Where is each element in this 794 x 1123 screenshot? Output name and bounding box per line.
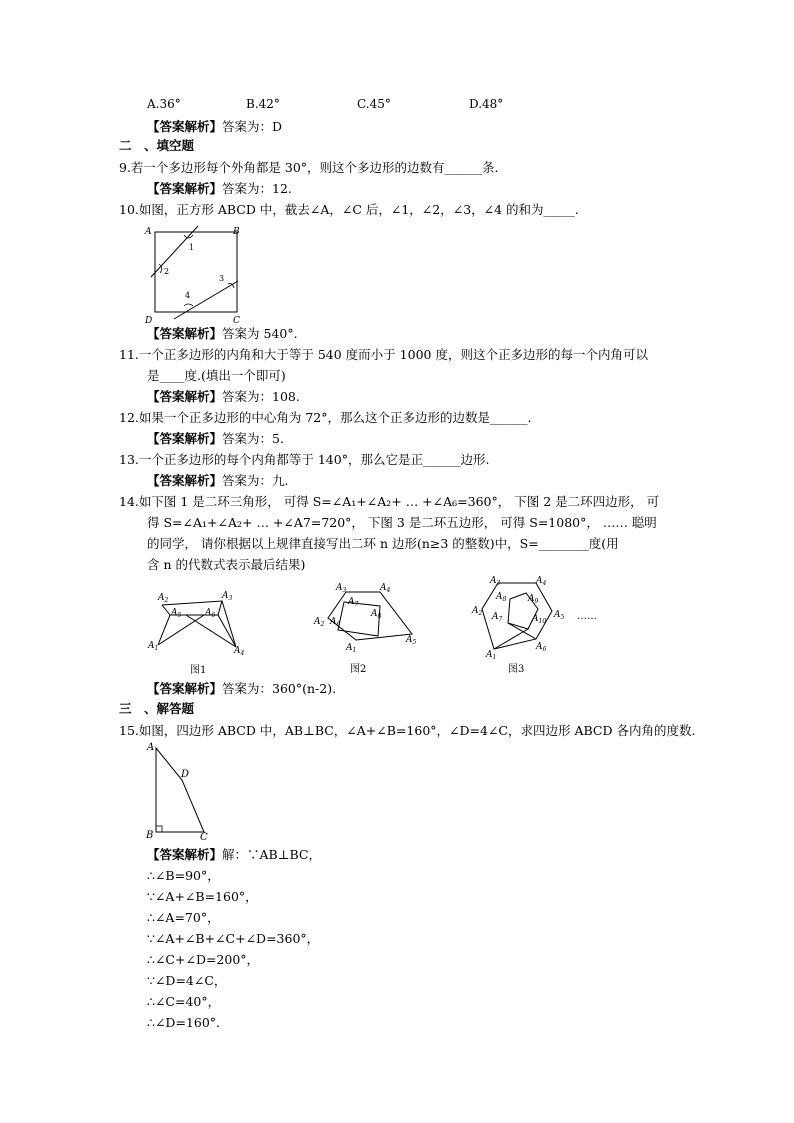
answer-tag: 【答案解析】	[147, 119, 223, 134]
fig1-label-a2: $A_2$	[158, 593, 169, 604]
fig2-caption: 图2	[350, 664, 367, 675]
angle-label-2: 2	[164, 267, 170, 276]
section-title-fill-blank: 二 、填空题	[119, 138, 195, 153]
q13-stem: 13.一个正多边形的每个内角都等于 140°，那么它是正______边形.	[119, 452, 490, 467]
vertex-label-c: C	[200, 832, 208, 843]
fig1-label-a1: $A_1$	[148, 641, 159, 652]
fig3-label-a2: $A_2$	[472, 606, 483, 617]
fig1-label-a6: $A_6$	[205, 608, 216, 619]
fig1-label-a3: $A_3$	[222, 591, 233, 602]
fig3-label-a1: $A_1$	[486, 650, 497, 661]
fig2-label-a8: $A_8$	[371, 609, 382, 620]
q15-step: ∴∠C=40°，	[147, 994, 221, 1009]
angle-label-1: 1	[189, 243, 195, 252]
angle-label-3: 3	[219, 274, 225, 283]
fig3-label-a10: $A_{10}$	[532, 614, 547, 625]
q14-stem-line4: 含 n 的代数式表示最后结果)	[147, 557, 306, 572]
fig3-caption: 图3	[508, 664, 525, 675]
q11-stem-line1: 11.一个正多边形的内角和大于等于 540 度而小于 1000 度，则这个正多边形的每一个内角可以	[119, 347, 648, 362]
fig1-edge	[158, 615, 204, 645]
q14-stem-line1: 14.如下图 1 是二环三角形， 可得 S=∠A₁+∠A₂+ … +∠A₆=360°， 下图 2 是二环四边形， 可	[119, 494, 660, 509]
q14-figure-2	[308, 578, 433, 680]
q14-figure-3	[470, 573, 630, 680]
fig2-label-a5: $A_5$	[406, 635, 417, 646]
q15-step: ∴∠D=160°.	[147, 1015, 221, 1030]
q13-answer	[147, 473, 289, 489]
angle-arc-4	[184, 304, 193, 306]
answer-text: 答案为：12.	[222, 181, 292, 196]
q8-option-c: C.45°	[357, 97, 391, 111]
q14-stem-line2: 得 S=∠A₁+∠A₂+ … +∠A7=720°， 下图 3 是二环五边形， 可得 S=1080°， …… 聪明	[147, 515, 657, 530]
fig1-edge	[162, 605, 170, 615]
vertex-label-a: A	[145, 227, 152, 237]
q12-answer	[147, 431, 284, 447]
fig3-label-a4: $A_4$	[536, 576, 547, 587]
q10-answer	[147, 326, 298, 342]
q9-answer	[147, 181, 292, 197]
q15-answer	[147, 847, 321, 863]
right-angle-mark	[156, 826, 162, 832]
angle-label-4: 4	[185, 291, 191, 300]
section-title-answer-questions: 三 、解答题	[119, 701, 195, 716]
fig3-edge	[508, 623, 536, 639]
fig1-label-a4: $A_4$	[234, 646, 245, 657]
fig2-label-a4: $A_4$	[380, 583, 391, 594]
q10-stem: 10.如图，正方形 ABCD 中，截去∠A，∠C 后，∠1，∠2，∠3，∠4 的和为_____.	[119, 202, 579, 217]
fig2-label-a2: $A_2$	[314, 617, 325, 628]
q12-stem: 12.如果一个正多边形的中心角为 72°，那么这个正多边形的边数是______.	[119, 410, 532, 425]
fig1-edge	[218, 601, 222, 615]
q15-step: ∵∠A+∠B+∠C+∠D=360°，	[147, 931, 320, 946]
answer-tag: 【答案解析】	[147, 847, 223, 862]
fig3-label-a8: $A_8$	[496, 592, 507, 603]
q15-step: ∵∠A+∠B=160°，	[147, 889, 258, 904]
vertex-label-d: D	[181, 769, 190, 780]
q15-step: ∴∠C+∠D=200°，	[147, 952, 260, 967]
fig2-label-a6: $A_6$	[330, 617, 341, 628]
q8-option-d: D.48°	[469, 97, 504, 111]
answer-tag: 【答案解析】	[147, 326, 223, 341]
fig3-label-a3: $A_3$	[490, 576, 501, 587]
answer-tag: 【答案解析】	[147, 473, 223, 488]
fig3-label-a6: $A_6$	[536, 642, 547, 653]
q15-step: ∴∠A=70°，	[147, 910, 220, 925]
answer-tag: 【答案解析】	[147, 431, 223, 446]
q14-answer	[147, 681, 336, 697]
q11-stem-line2: 是____度.(填出一个即可)	[147, 368, 286, 383]
answer-tag: 【答案解析】	[147, 389, 223, 404]
q15-stem: 15.如图，四边形 ABCD 中，AB⊥BC，∠A+∠B=160°，∠D=4∠C，求四边形 ABCD 各内角的度数.	[119, 723, 696, 738]
fig1-caption: 图1	[190, 665, 207, 676]
cut-line-c	[174, 281, 238, 319]
vertex-label-b: B	[146, 830, 154, 841]
answer-text: 解：∵AB⊥BC，	[222, 847, 321, 862]
fig2-label-a3: $A_3$	[336, 583, 347, 594]
q9-stem: 9.若一个多边形每个外角都是 30°，则这个多边形的边数有______条.	[119, 160, 499, 175]
fig2-label-a1: $A_1$	[346, 643, 357, 654]
answer-tag: 【答案解析】	[147, 181, 223, 196]
answer-text: 答案为：九.	[222, 473, 289, 488]
q8-option-a: A.36°	[147, 97, 181, 111]
fig3-ellipsis: ……	[577, 611, 597, 622]
answer-tag: 【答案解析】	[147, 681, 223, 696]
fig2-inner-square	[338, 602, 380, 636]
vertex-label-d: D	[145, 316, 153, 324]
fig2-label-a7: $A_7$	[348, 597, 359, 608]
q8-answer	[147, 119, 282, 135]
q15-quadrilateral-figure	[140, 740, 220, 844]
q8-option-b: B.42°	[246, 97, 280, 111]
vertex-label-a: A	[147, 742, 155, 753]
vertex-label-c: C	[233, 316, 240, 324]
answer-text: 答案为：5.	[222, 431, 284, 446]
answer-text: 答案为：D	[222, 119, 283, 134]
fig3-label-a7: $A_7$	[492, 612, 503, 623]
answer-text: 答案为：360°(n-2).	[222, 681, 337, 696]
quadrilateral-abcd	[156, 748, 204, 832]
fig3-label-a9: $A_9$	[528, 594, 539, 605]
q15-step: ∴∠B=90°，	[147, 868, 220, 883]
answer-text: 答案为 540°.	[222, 326, 298, 341]
q10-square-figure	[140, 224, 250, 324]
q14-stem-line3: 的同学， 请你根据以上规律直接写出二环 n 边形(n≥3 的整数)中，S=________度(用	[147, 536, 619, 551]
q11-answer	[147, 389, 300, 405]
fig3-label-a5: $A_5$	[554, 610, 565, 621]
answer-text: 答案为：108.	[222, 389, 300, 404]
fig1-label-a5: $A_5$	[171, 608, 182, 619]
vertex-label-b: B	[233, 227, 240, 237]
q14-figure-1	[140, 585, 260, 680]
q15-step: ∵∠D=4∠C，	[147, 973, 227, 988]
fig1-edge	[186, 615, 236, 647]
